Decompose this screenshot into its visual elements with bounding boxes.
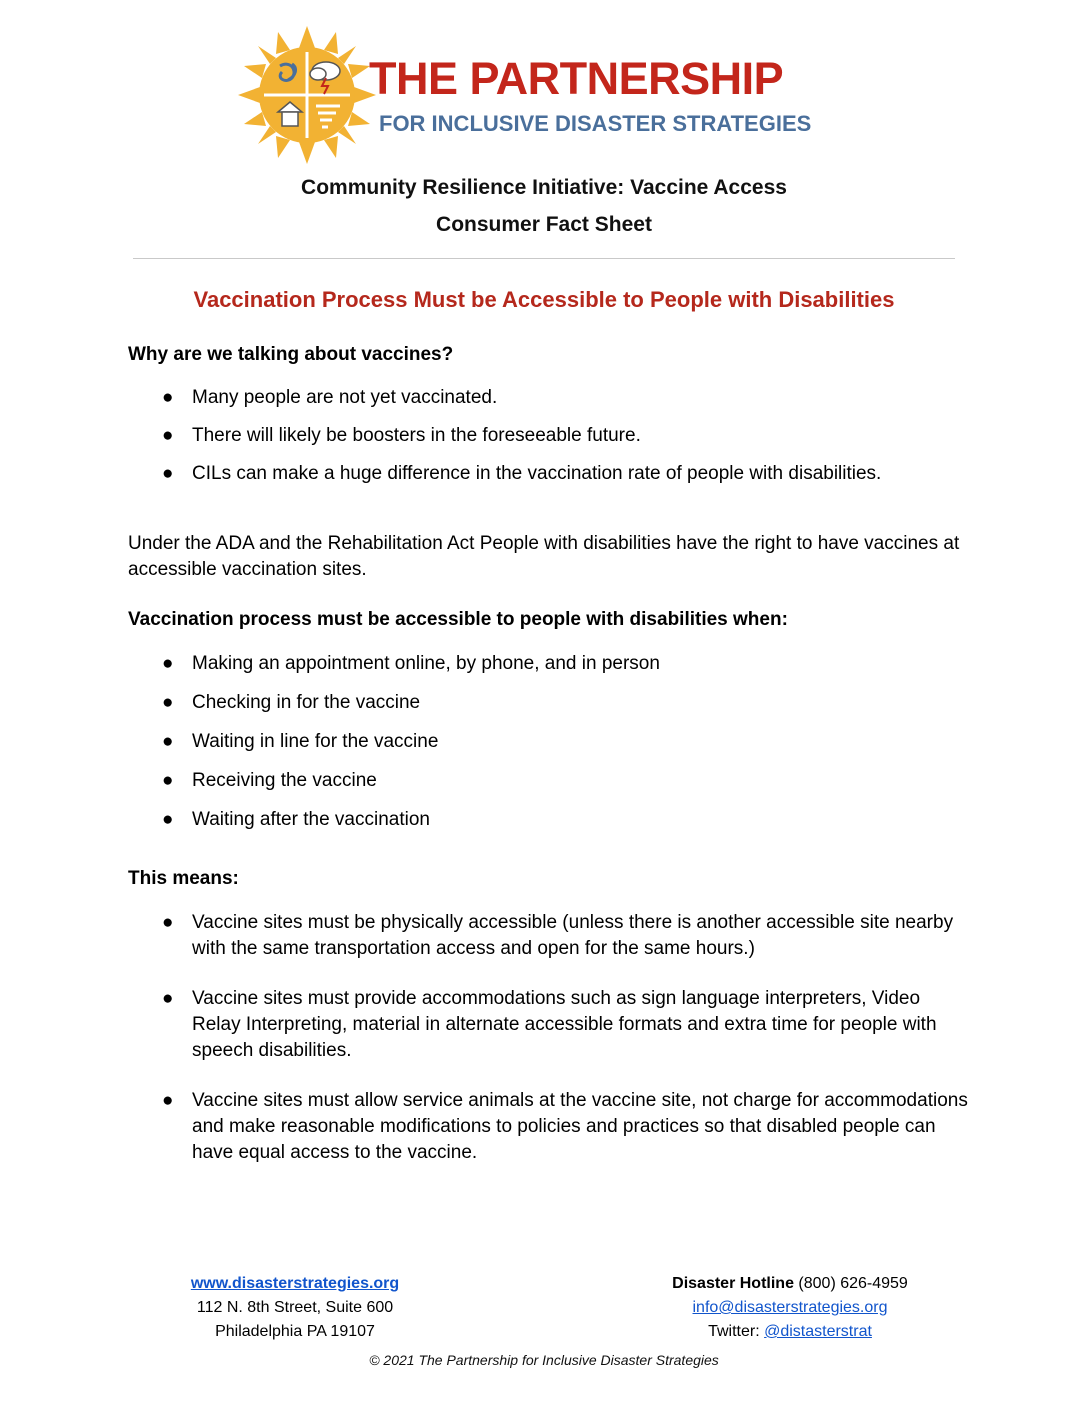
list-item-text: Vaccine sites must be physically accessible (unless there is another accessible site nearby with the same transportation access and open for the same hours.) [192,912,954,959]
section-heading-why: Why are we talking about vaccines? [128,344,454,365]
bullet-icon: ● [162,463,174,484]
copyright-notice: © 2021 The Partnership for Inclusive Disaster Strategies [369,1352,719,1368]
hotline-label: Disaster Hotline [672,1275,794,1292]
footer-contact-left [150,1272,440,1344]
list-item-text: Vaccine sites must provide accommodations such as sign language interpreters, Video Relay Interpreting, material in alternate accessible formats and extra time for people with speech disabilities. [192,988,937,1061]
list-item-text: CILs can make a huge difference in the vaccination rate of people with disabilities. [192,463,882,484]
hotline [640,1272,940,1296]
hotline-number: (800) 626-4959 [793,1275,908,1292]
header-divider [133,258,955,259]
when-list [128,651,968,833]
list-item [128,729,968,755]
main-headline: Vaccination Process Must be Accessible to People with Disabilities [193,287,895,312]
email-link[interactable]: info@disasterstrategies.org [692,1299,888,1316]
list-item [128,986,968,1064]
list-item-text: Waiting in line for the vaccine [192,731,439,752]
bullet-icon: ● [162,770,174,791]
list-item-text: Making an appointment online, by phone, and in person [192,653,660,674]
list-item-text: Checking in for the vaccine [192,692,421,713]
list-item-text: Vaccine sites must allow service animals at the vaccine site, not charge for accommodations and make reasonable modifications to policies and practices so that disabled people can have equal access to the vaccine. [192,1090,968,1163]
twitter-link[interactable]: @distasterstrat [764,1323,872,1340]
this-means-list [128,910,968,1166]
list-item-text: There will likely be boosters in the foreseeable future. [192,425,641,446]
why-list [128,385,968,487]
list-item [128,768,968,794]
list-item [128,910,968,962]
list-item [128,1088,968,1166]
section-heading-this-means: This means: [128,868,239,889]
list-item [128,690,968,716]
bullet-icon: ● [162,692,174,713]
footer-contact-right [640,1272,940,1344]
list-item-text: Waiting after the vaccination [192,809,430,830]
bullet-icon: ● [162,988,174,1009]
list-item [128,651,968,677]
twitter-label: Twitter: [708,1323,765,1340]
sun-emblem-icon [236,24,378,166]
logo-subtitle: FOR INCLUSIVE DISASTER STRATEGIES [379,111,812,136]
list-item [128,807,968,833]
section-heading-when: Vaccination process must be accessible to people with disabilities when: [128,609,788,630]
list-item [128,461,912,487]
logo-title: THE PARTNERSHIP [369,53,784,104]
bullet-icon: ● [162,809,174,830]
address-line-1: 112 N. 8th Street, Suite 600 [196,1299,394,1316]
bullet-icon: ● [162,425,174,446]
document-title: Community Resilience Initiative: Vaccine Access [301,176,787,199]
bullet-icon: ● [162,653,174,674]
list-item-text: Receiving the vaccine [192,770,377,791]
list-item [128,385,968,411]
ada-paragraph: Under the ADA and the Rehabilitation Act People with disabilities have the right to have vaccines at accessible vaccination sites. [128,533,960,580]
document-subtitle: Consumer Fact Sheet [436,213,652,236]
address-line-2: Philadelphia PA 19107 [215,1323,375,1340]
bullet-icon: ● [162,912,174,933]
list-item-text: Many people are not yet vaccinated. [192,387,498,408]
bullet-icon: ● [162,1090,174,1111]
list-item [128,423,968,449]
website-link[interactable]: www.disasterstrategies.org [190,1275,400,1292]
bullet-icon: ● [162,731,174,752]
bullet-icon: ● [162,387,174,408]
twitter [640,1320,940,1344]
partnership-logo [236,24,856,166]
